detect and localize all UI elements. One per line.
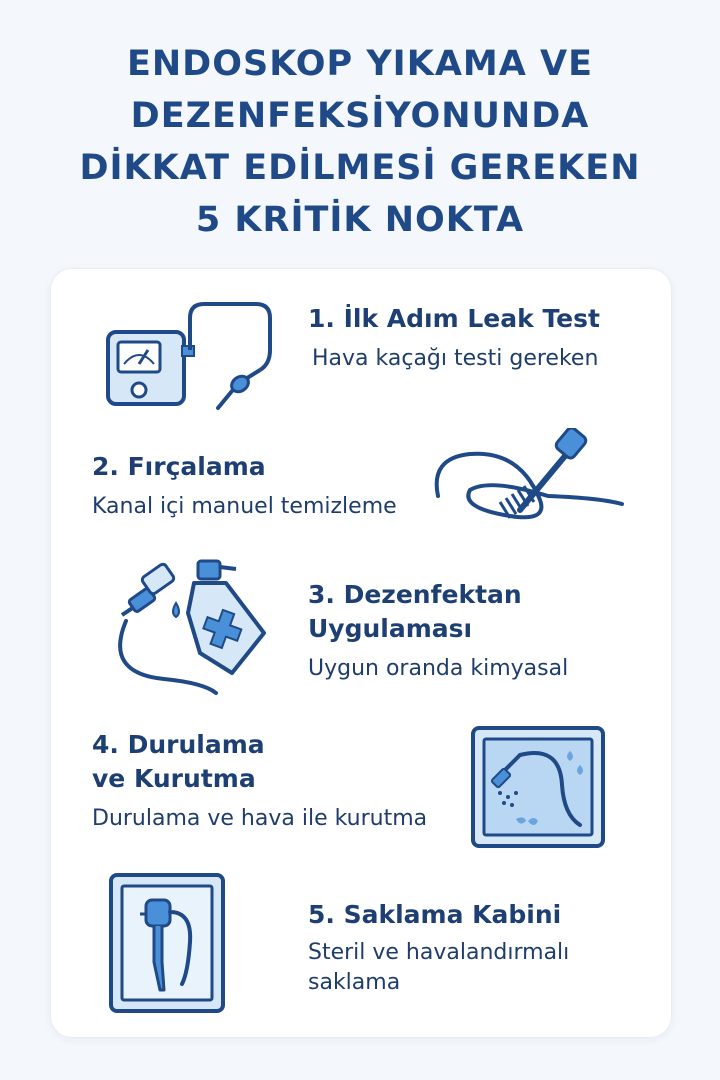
title-line-4: 5 KRİTİK NOKTA [195,200,525,240]
step-1-desc: Hava kaçağı testi gereken [312,346,599,371]
step-3-title-line-1: 3. Dezenfektan [308,580,522,609]
step-1 [308,302,600,374]
step-3-desc: Uygun oranda kimyasal [308,656,569,681]
step-2-title: 2. Fırçalama [92,452,266,481]
step-4-title-line-2: ve Kurutma [92,764,256,793]
step-3 [308,578,568,684]
step-5 [308,898,569,998]
title-line-2: DEZENFEKSİYONUNDA [130,96,590,136]
step-5-title: 5. Saklama Kabini [308,900,562,929]
step-4-title-line-1: 4. Durulama [92,730,265,759]
step-5-desc-line-2: saklama [308,970,401,995]
step-5-desc-line-1: Steril ve havalandırmalı [308,940,570,965]
storage-cabinet-icon [108,872,226,1014]
leak-tester-icon [104,298,279,413]
step-4-desc: Durulama ve hava ile kurutma [92,806,428,831]
rinse-dry-icon [470,725,606,849]
title-line-3: DİKKAT EDİLMESİ GEREKEN [79,148,641,188]
step-2 [92,450,397,522]
page-title [0,38,720,246]
step-4 [92,728,427,834]
step-3-title-line-2: Uygulaması [308,614,473,643]
disinfectant-bottle-icon [104,553,279,698]
step-2-desc: Kanal içi manuel temizleme [92,494,397,519]
step-1-title: 1. İlk Adım Leak Test [308,304,600,333]
title-line-1: ENDOSKOP YIKAMA VE [126,44,594,84]
brush-icon [430,428,630,528]
